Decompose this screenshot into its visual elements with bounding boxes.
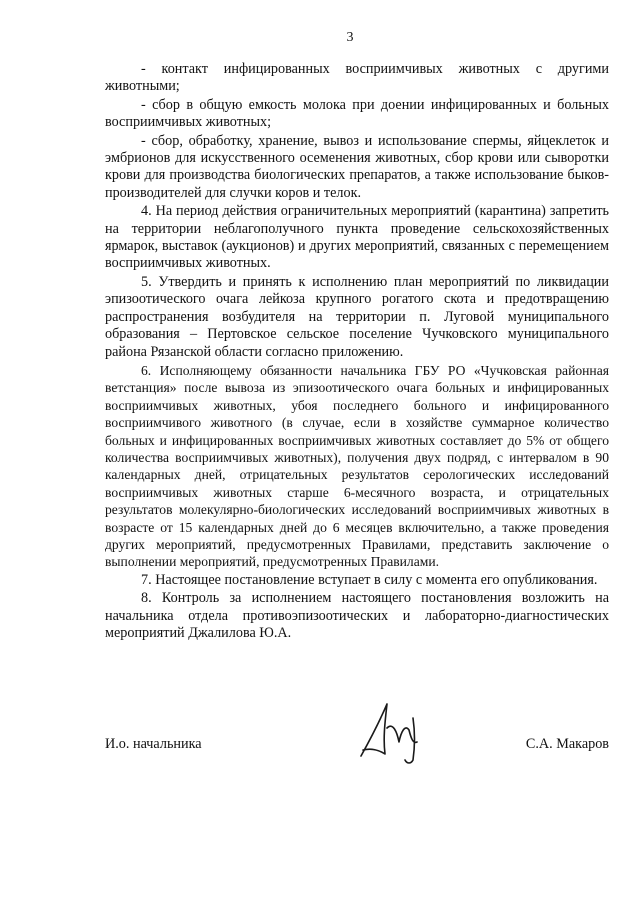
paragraph-milk-collection: - сбор в общую емкость молока при доении инфицированных и больных восприимчивых животных; <box>105 96 609 131</box>
signature-block <box>105 728 609 768</box>
paragraph-item-4: 4. На период действия ограничительных мероприятий (карантина) запретить на территории неблагополучного пункта проведение сельскохозяйственных ярмарок, выставок (аукционов) и других мероприятий, связанных с перемещением восприимчивых животных. <box>105 203 609 272</box>
paragraph-item-5: 5. Утвердить и принять к исполнению план мероприятий по ликвидации эпизоотического очага лейкоза крупного рогатого скота и предотвращению распространения возбудителя на территории п. Луговой муниципального образования – Пертовское сельское поселение Чучковского муниципального района Рязанской области согласно приложению. <box>105 273 609 360</box>
paragraph-item-8: 8. Контроль за исполнением настоящего постановления возложить на начальника отдела противоэпизоотических и лабораторно-диагностических мероприятий Джалилова Ю.А. <box>105 590 609 641</box>
handwritten-signature <box>353 698 443 768</box>
document-body <box>105 61 609 643</box>
signatory-position: И.о. начальника <box>105 736 202 752</box>
paragraph-sperm-collection: - сбор, обработку, хранение, вывоз и использование спермы, яйцеклеток и эмбрионов для искусственного осеменения животных, сбор крови или сыворотки крови для производства биологических препаратов, а также использование быков-производителей для случки коров и телок. <box>105 132 609 201</box>
paragraph-item-7: 7. Настоящее постановление вступает в силу с момента его опубликования. <box>141 571 598 588</box>
paragraph-contact-animals: - контакт инфицированных восприимчивых животных с другими животными; <box>105 61 609 95</box>
page-number: 3 <box>346 30 354 45</box>
signatory-name: С.А. Макаров <box>525 736 609 752</box>
paragraph-item-6: 6. Исполняющему обязанности начальника ГБУ РО «Чучковская районная ветстанция» после вывоза из эпизоотического очага больных и инфицированных восприимчивых животных, убоя последнего больного и инфицированного восприимчивого животного (в случае, если в хозяйстве суммарное количество больных и инфицированных восприимчивых животных составляет до 5% от общего количества восприимчивых животных), получения двух подряд, с интервалом в 90 календарных дней, отрицательных результатов серологических исследований восприимчивых животных старше 6-месячного возраста, и отрицательных результатов молекулярно-биологических исследований восприимчивых животных в возрасте от 15 календарных дней до 6 месяцев включительно, а также проведения других мероприятий, предусмотренных Правилами, представить заключение о выполнении мероприятий, предусмотренных Правилами. <box>105 362 609 570</box>
